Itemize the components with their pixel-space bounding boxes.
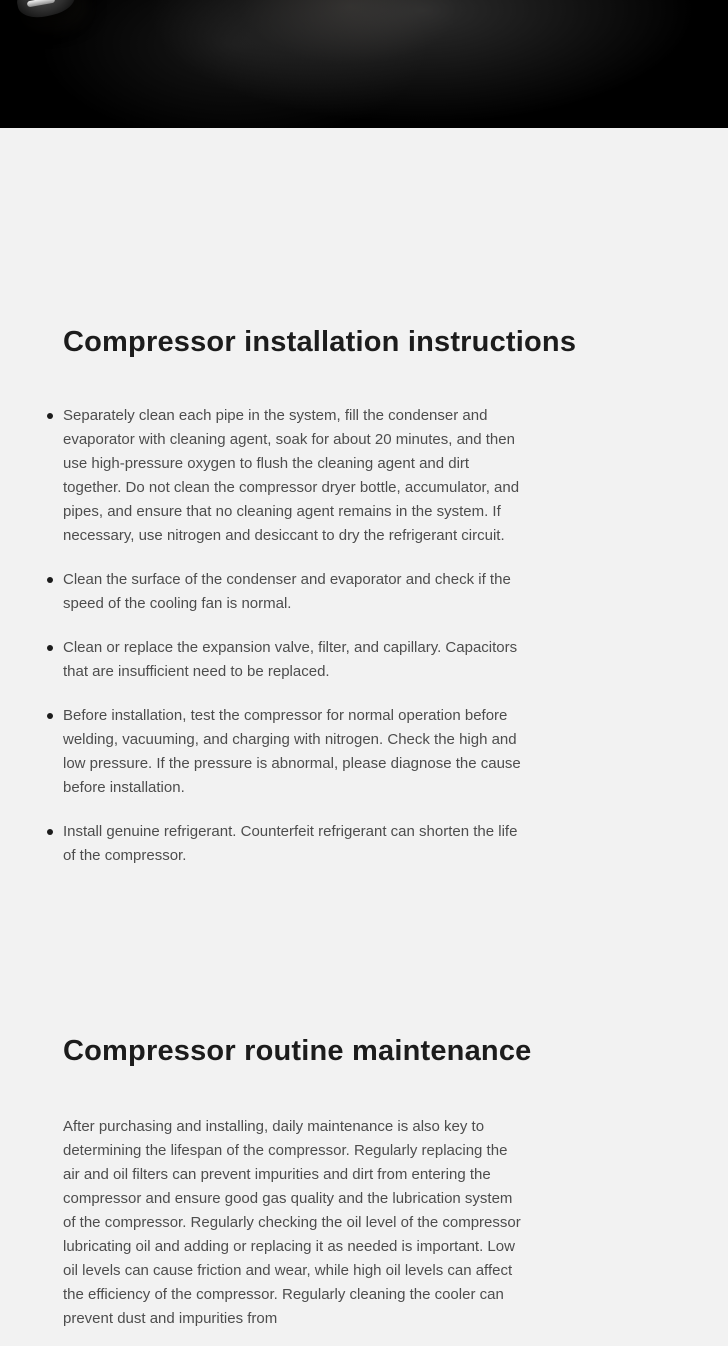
list-item: Clean or replace the expansion valve, filter, and capillary. Capacitors that are insufficient need to be replaced. <box>63 636 525 684</box>
maintenance-section-heading: Compressor routine maintenance <box>63 1035 532 1067</box>
hero-product-image <box>0 0 728 128</box>
list-item: Separately clean each pipe in the system, fill the condenser and evaporator with cleaning agent, soak for about 20 minutes, and then use high-pressure oxygen to flush the cleaning agent and dirt together. Do not clean the compressor dryer bottle, accumulator, and pipes, and ensure that no cleaning agent remains in the system. If necessary, use nitrogen and desiccant to dry the refrigerant circuit. <box>63 404 525 548</box>
maintenance-paragraph: After purchasing and installing, daily maintenance is also key to determining the lifespan of the compressor. Regularly replacing the air and oil filters can prevent impurities and dirt from entering the compressor and ensure good gas quality and the lubrication system of the compressor. Regularly checking the oil level of the compressor lubricating oil and adding or replacing it as needed is important. Low oil levels can cause friction and wear, while high oil levels can affect the efficiency of the compressor. Regularly cleaning the cooler can prevent dust and impurities from <box>63 1118 521 1327</box>
hero-smoke-overlay <box>0 0 728 128</box>
list-item: Clean the surface of the condenser and evaporator and check if the speed of the cooling fan is normal. <box>63 568 525 616</box>
list-item: Before installation, test the compressor for normal operation before welding, vacuuming, and charging with nitrogen. Check the high and low pressure. If the pressure is abnormal, please diagnose the cause before installation. <box>63 704 525 800</box>
page-content <box>0 324 728 1331</box>
installation-bullet-list <box>63 404 525 868</box>
list-item: Install genuine refrigerant. Counterfeit refrigerant can shorten the life of the compressor. <box>63 820 525 868</box>
installation-section-heading: Compressor installation instructions <box>63 326 577 358</box>
